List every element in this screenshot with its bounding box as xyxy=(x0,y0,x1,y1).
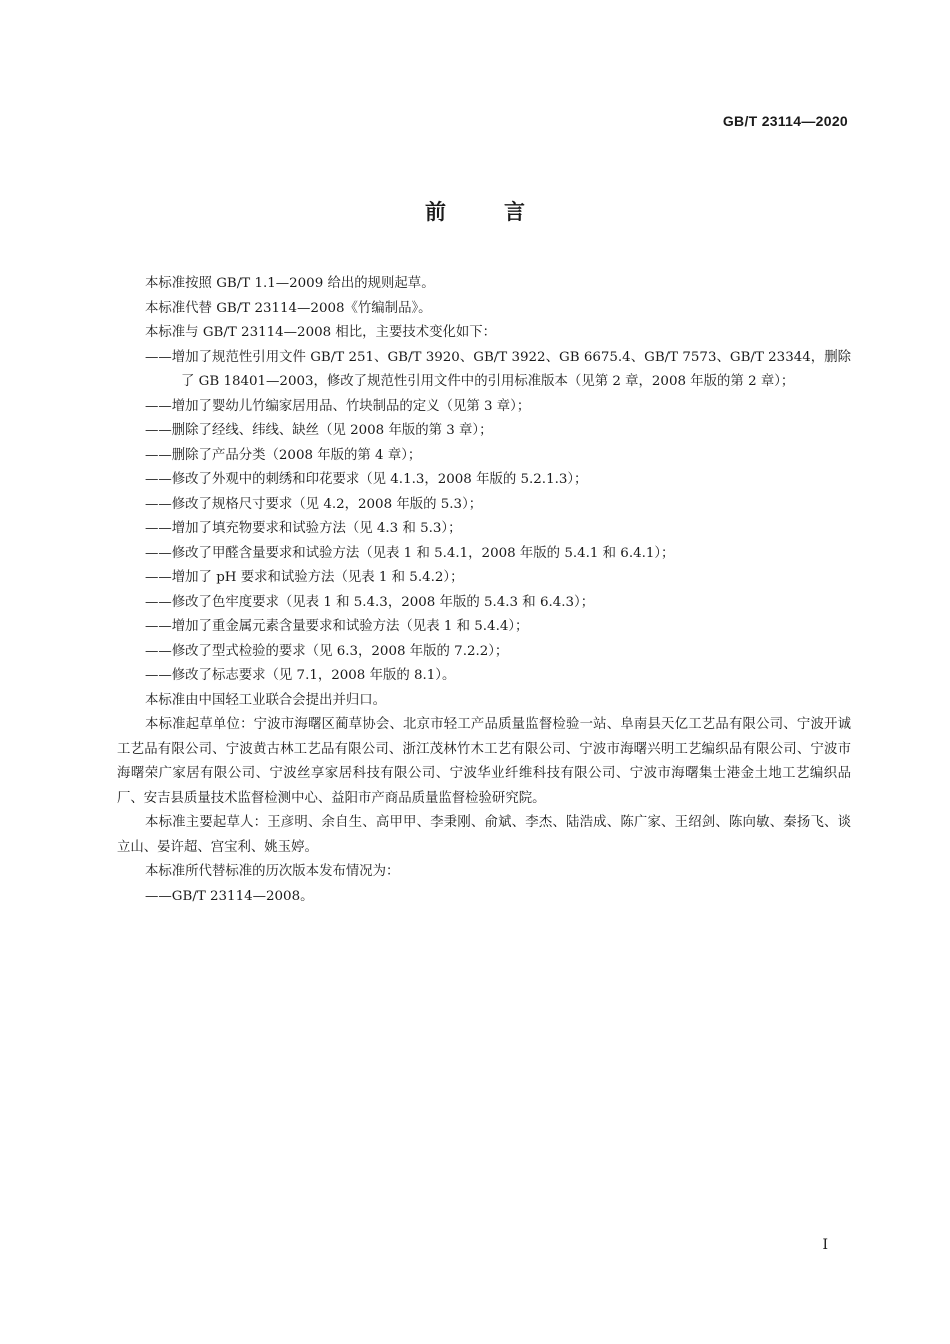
paragraph-drafting-rules: 本标准按照 GB/T 1.1—2009 给出的规则起草。 xyxy=(145,276,435,291)
list-item: ——修改了甲醛含量要求和试验方法（见表 1 和 5.4.1，2008 年版的 5.4.1 和 6.4.1）； xyxy=(145,545,675,561)
paragraph-drafters: 本标准主要起草人：王彦明、余自生、高甲甲、李秉刚、俞斌、李杰、陆浩成、陈广家、王绍剑、陈向敏、秦扬飞、谈立山、晏许超、宫宝利、姚玉婷。 xyxy=(117,815,851,855)
paragraph-drafting-units: 本标准起草单位：宁波市海曙区蔺草协会、北京市轻工产品质量监督检验一站、阜南县天亿工艺品有限公司、宁波开诚工艺品有限公司、宁波黄古林工艺品有限公司、浙江茂林竹木工艺有限公司、宁波市海曙兴明工艺编织品有限公司、宁波市海曙荣广家居有限公司、宁波丝享家居科技有限公司、宁波华业纤维科技有限公司、宁波市海曙集士港金土地工艺编织品厂、安吉县质量技术监督检测中心、益阳市产商品质量监督检验研究院。 xyxy=(117,717,851,806)
paragraph-replaces: 本标准代替 GB/T 23114—2008《竹编制品》。 xyxy=(145,300,432,316)
list-item: ——修改了标志要求（见 7.1，2008 年版的 8.1）。 xyxy=(145,668,456,683)
list-item: ——修改了型式检验的要求（见 6.3，2008 年版的 7.2.2）； xyxy=(145,643,509,659)
page-number: I xyxy=(822,1237,828,1253)
page-title: 前言 xyxy=(425,200,583,224)
paragraph-proposed-by: 本标准由中国轻工业联合会提出并归口。 xyxy=(145,692,387,708)
paragraph-history-item: ——GB/T 23114—2008。 xyxy=(145,888,314,904)
foreword-body xyxy=(117,272,851,909)
list-item: ——增加了 pH 要求和试验方法（见表 1 和 5.4.2）； xyxy=(145,570,464,585)
list-item: ——增加了婴幼儿竹编家居用品、竹块制品的定义（见第 3 章）； xyxy=(145,398,531,414)
list-item: ——增加了重金属元素含量要求和试验方法（见表 1 和 5.4.4）； xyxy=(145,619,529,634)
list-item: ——删除了经线、纬线、缺丝（见 2008 年版的第 3 章）； xyxy=(145,423,493,438)
list-item: ——删除了产品分类（2008 年版的第 4 章）； xyxy=(145,447,422,463)
document-code: GB/T 23114—2020 xyxy=(722,113,848,129)
paragraph-changes-intro: 本标准与 GB/T 23114—2008 相比，主要技术变化如下： xyxy=(145,325,497,340)
list-item: ——修改了外观中的刺绣和印花要求（见 4.1.3，2008 年版的 5.2.1.3）； xyxy=(145,472,588,487)
list-item: ——增加了填充物要求和试验方法（见 4.3 和 5.3）； xyxy=(145,521,462,536)
list-item: ——修改了规格尺寸要求（见 4.2，2008 年版的 5.3）； xyxy=(145,496,483,512)
paragraph-history-intro: 本标准所代替标准的历次版本发布情况为： xyxy=(145,864,400,879)
list-item: ——修改了色牢度要求（见表 1 和 5.4.3，2008 年版的 5.4.3 和 6.4.3）； xyxy=(145,594,595,610)
list-item: ——增加了规范性引用文件 GB/T 251、GB/T 3920、GB/T 3922、GB 6675.4、GB/T 7573、GB/T 23344，删除了 GB 18401—2003，修改了规范性引用文件中的引用标准版本（见第 2 章，2008 年版的第 2 章）； xyxy=(145,349,851,389)
